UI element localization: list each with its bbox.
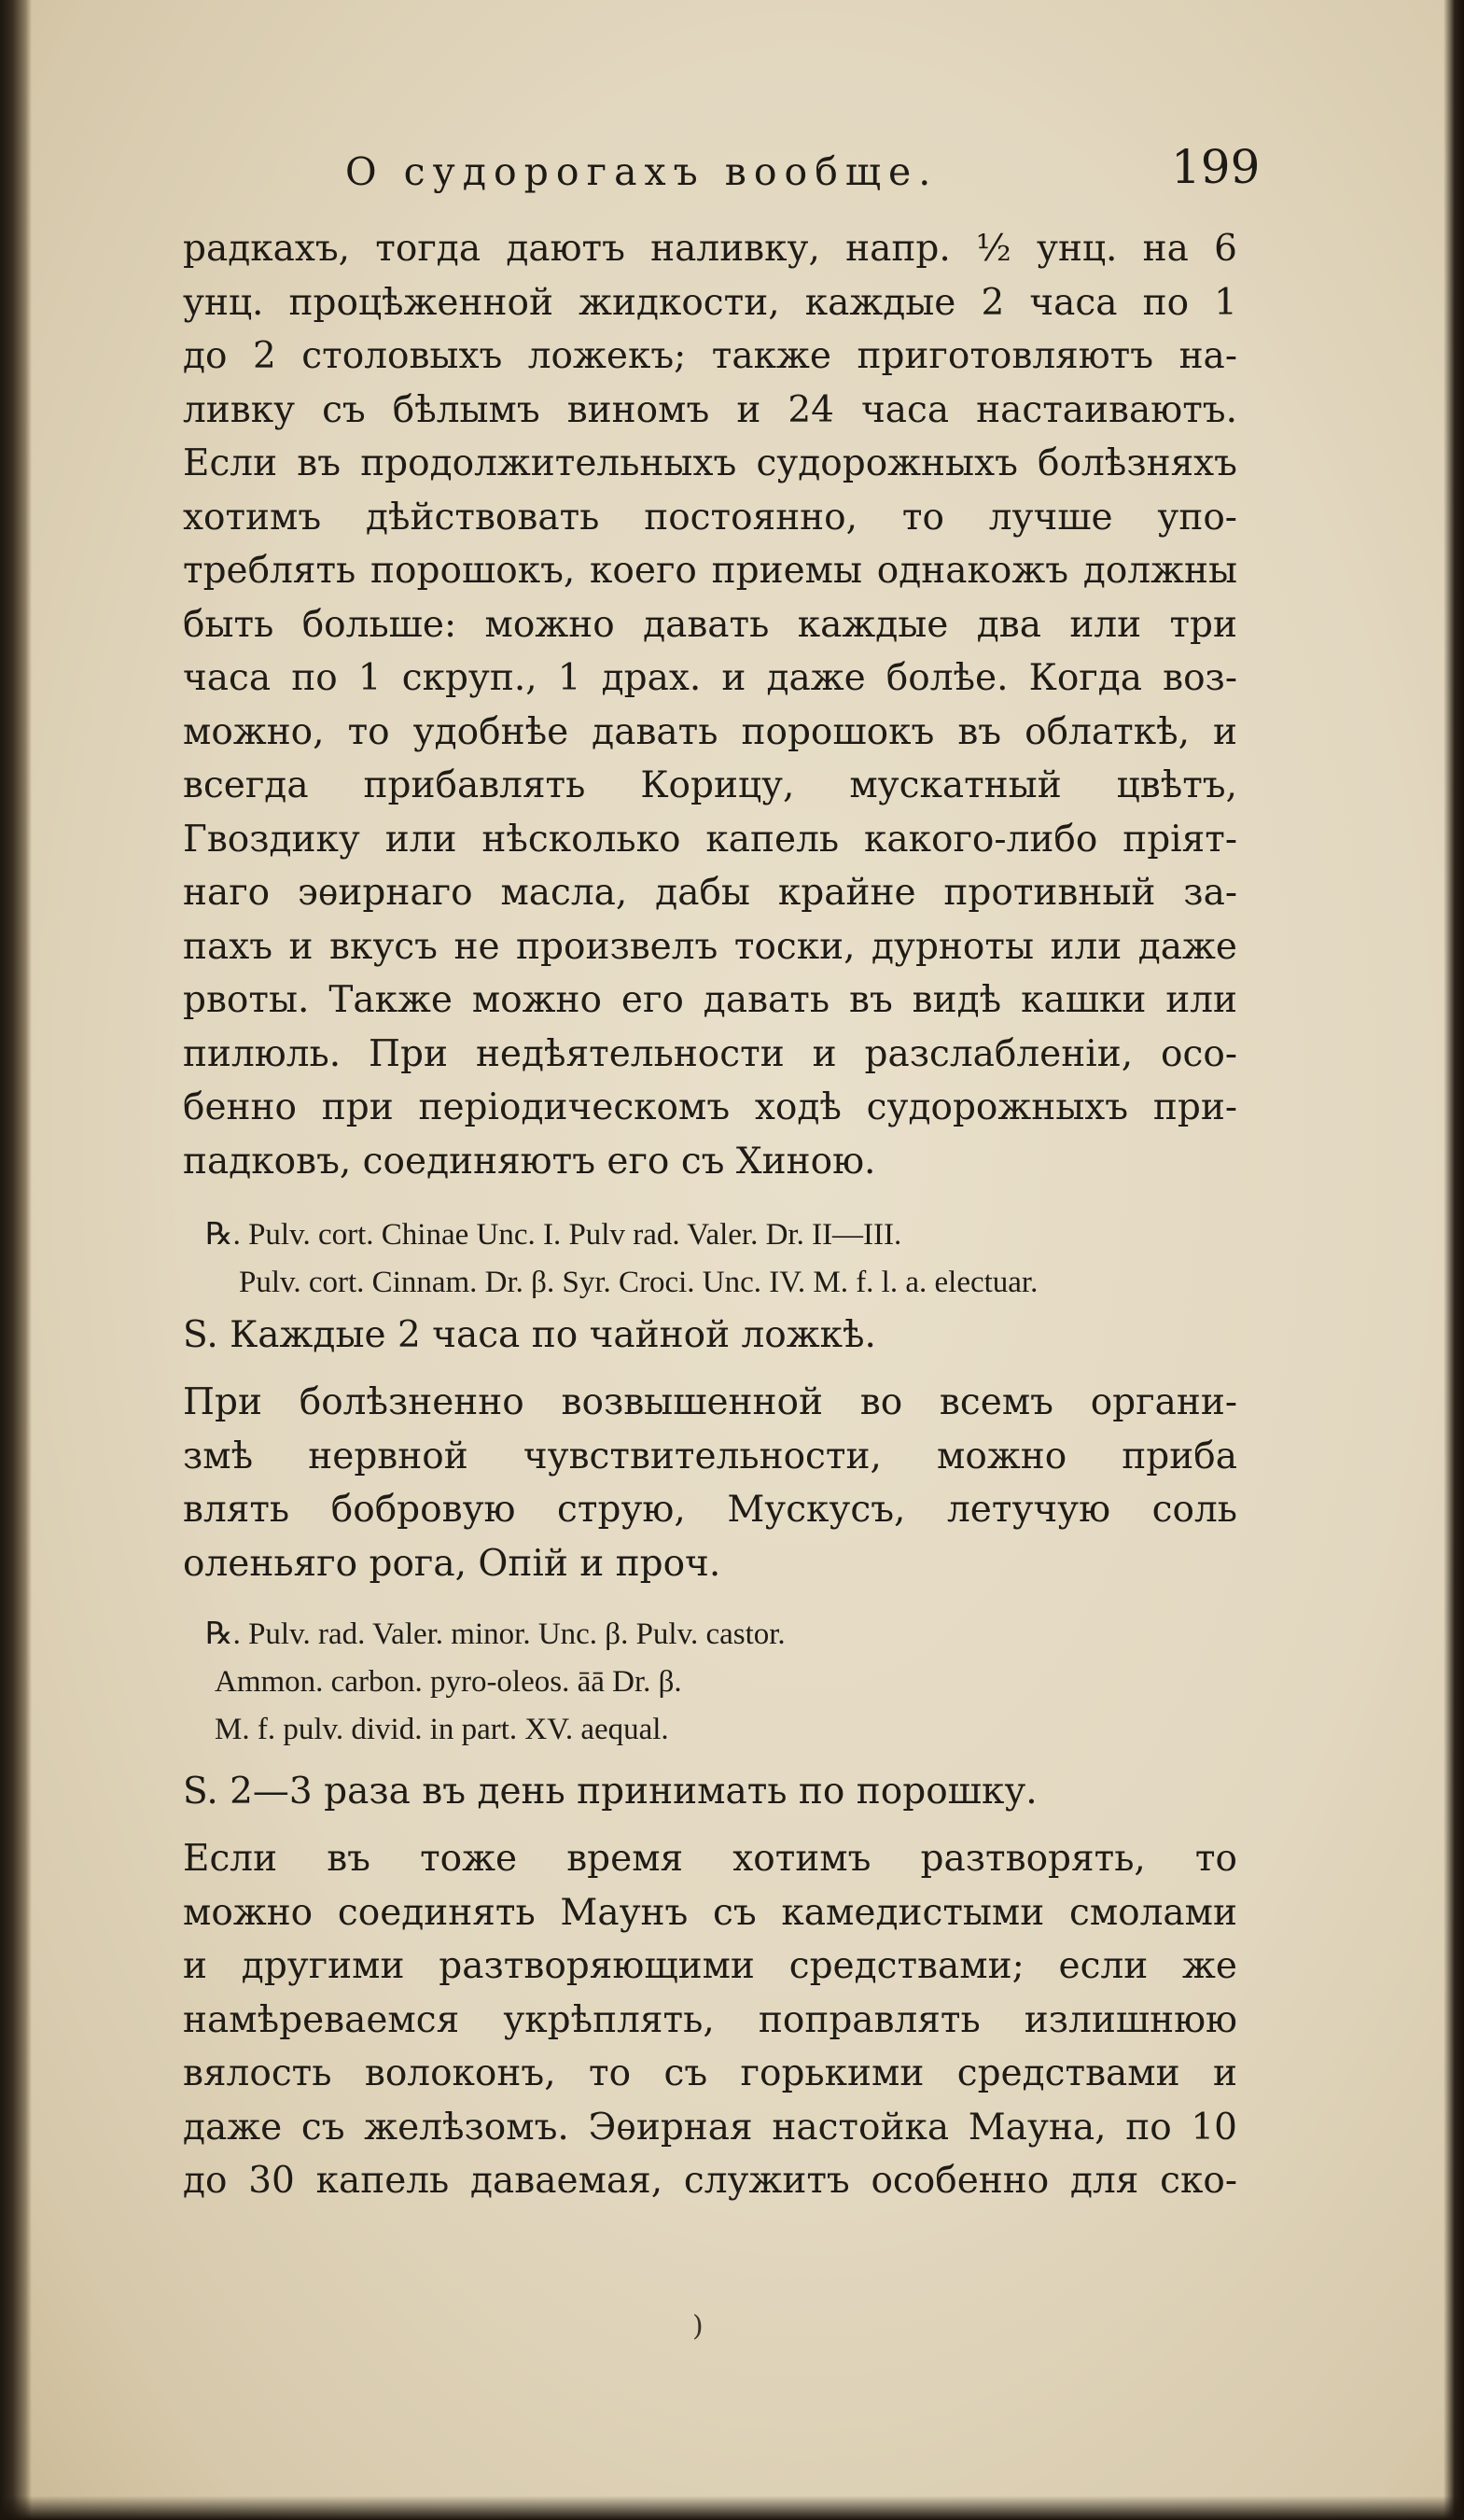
text-line: Гвоздику или нѣсколько капель какого-либо пріят-: [183, 818, 1237, 861]
paragraph-3: [183, 1832, 1237, 2208]
signa-2: S. 2—3 раза въ день принимать по порошку.: [183, 1771, 1038, 1813]
prescription-line: M. f. pulv. divid. in part. XV. aequal.: [215, 1713, 669, 1746]
text-line: ливку съ бѣлымъ виномъ и 24 часа настаиваютъ.: [183, 388, 1237, 431]
prescription-line: ℞. Pulv. cort. Chinae Unc. I. Pulv rad. Valer. Dr. II—III.: [205, 1218, 902, 1252]
prescription-line: Pulv. cort. Cinnam. Dr. β. Syr. Croci. Unc. IV. M. f. l. a. electuar.: [239, 1266, 1039, 1299]
text-line: треблять порошокъ, коего приемы однакожъ должны: [183, 550, 1237, 592]
prescription-line: Ammon. carbon. pyro-oleos. āā Dr. β.: [215, 1665, 682, 1699]
text-line: до 2 столовыхъ ложекъ; также приготовляютъ на-: [183, 335, 1237, 377]
text-line: наго эѳирнаго масла, дабы крайне противный за-: [183, 872, 1237, 914]
text-line: вялость волоконъ, то съ горькими средствами и: [183, 2052, 1237, 2094]
text-line: до 30 капель даваемая, служитъ особенно для ско-: [183, 2160, 1237, 2202]
running-head: О судорогахъ вообще.: [345, 149, 939, 194]
text-line: и другими разтворяющими средствами; если же: [183, 1945, 1237, 1987]
text-line: быть больше: можно давать каждые два или три: [183, 603, 1237, 646]
page-left-edge-shadow: [0, 0, 32, 2520]
text-line: влять бобровую струю, Мускусъ, летучую соль: [183, 1489, 1237, 1531]
text-line: унц. процѣженной жидкости, каждые 2 часа по 1: [183, 281, 1237, 324]
prescription-2: [205, 1611, 1260, 1754]
text-line: оленьяго рога, Опій и проч.: [183, 1542, 721, 1585]
text-line: радкахъ, тогда даютъ наливку, напр. ½ унц. на 6: [183, 228, 1237, 270]
prescription-1: [205, 1211, 1260, 1307]
stray-mark: ): [692, 2310, 704, 2343]
text-line: Если въ тоже время хотимъ разтворять, то: [183, 1838, 1237, 1880]
page-number: 199: [1171, 140, 1261, 194]
page-bottom-edge-shadow: [0, 2496, 1464, 2520]
text-line: змѣ нервной чувствительности, можно приба: [183, 1435, 1237, 1477]
text-line: При болѣзненно возвышенной во всемъ органи-: [183, 1381, 1237, 1423]
paragraph-1: [183, 222, 1237, 1188]
page-right-edge-shadow: [1443, 0, 1464, 2520]
text-line: пилюль. При недѣятельности и разслабленіи, осо-: [183, 1032, 1237, 1075]
text-line: намѣреваемся укрѣплять, поправлять излишнюю: [183, 1998, 1237, 2041]
text-line: Если въ продолжительныхъ судорожныхъ болѣзняхъ: [183, 442, 1237, 484]
signa-1: S. Каждые 2 часа по чайной ложкѣ.: [183, 1314, 876, 1356]
text-line: всегда прибавлять Корицу, мускатный цвѣтъ,: [183, 764, 1237, 806]
text-line: падковъ, соединяютъ его съ Хиною.: [183, 1140, 876, 1183]
text-line: рвоты. Также можно его давать въ видѣ кашки или: [183, 979, 1237, 1021]
text-line: можно соединять Маунъ съ камедистыми смолами: [183, 1891, 1237, 1934]
text-line: бенно при періодическомъ ходѣ судорожныхъ при-: [183, 1086, 1237, 1128]
prescription-line: ℞. Pulv. rad. Valer. minor. Unc. β. Pulv. castor.: [205, 1617, 786, 1651]
text-line: пахъ и вкусъ не произвелъ тоски, дурноты или даже: [183, 925, 1237, 968]
paragraph-2: [183, 1376, 1237, 1590]
text-line: можно, то удобнѣе давать порошокъ въ облаткѣ, и: [183, 710, 1237, 753]
text-line: хотимъ дѣйствовать постоянно, то лучше упо-: [183, 496, 1237, 539]
text-line: даже съ желѣзомъ. Эѳирная настойка Мауна, по 10: [183, 2106, 1237, 2149]
text-line: часа по 1 скруп., 1 драх. и даже болѣе. Когда воз-: [183, 657, 1237, 699]
